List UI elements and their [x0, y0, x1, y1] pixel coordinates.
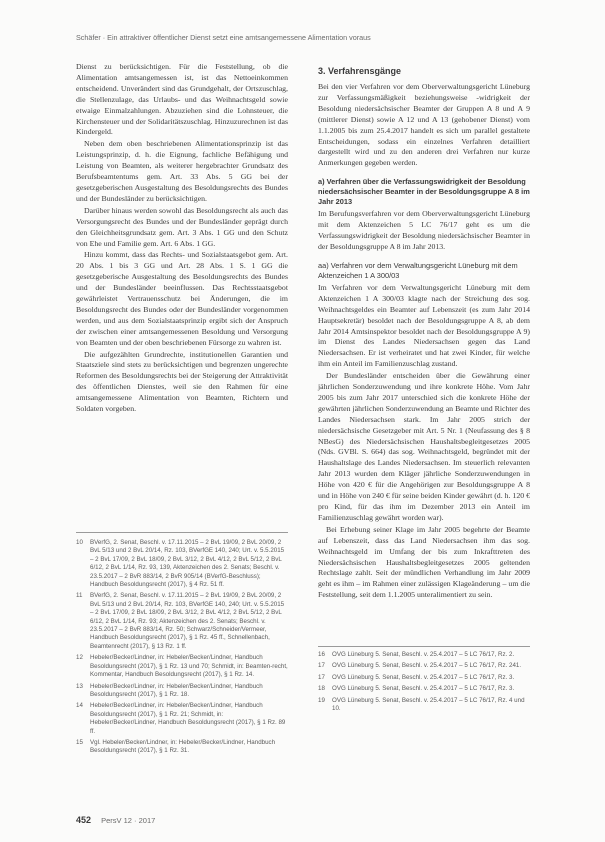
footnote-number: 17	[318, 673, 325, 681]
journal-issue: PersV 12 · 2017	[101, 816, 156, 825]
footnote-text: OVG Lüneburg 5. Senat, Beschl. v. 25.4.2017 – 5 LC 76/17, Rz. 3.	[332, 673, 515, 681]
footnote-number: 13	[76, 682, 83, 690]
footnote	[318, 662, 530, 670]
footnote	[76, 539, 288, 589]
footnote	[318, 685, 530, 693]
footnote-text: Hebeler/Becker/Lindner, in: Hebeler/Becker/Lindner, Handbuch Besoldungsrecht (2017), § 1 Rz. 18.	[90, 682, 263, 698]
right-paragraph-1: Der Bundesländer entscheiden über die Gewährung einer jährlichen Sonderzuwendung und ihre konkrete Höhe. Vom Jahr 2005 bis zum Jahr 2017 unterschied sich die konkrete Höhe der gewährten jährlichen Sonderzuwendung an Beamte und Richter des Landes Niedersachsen stark. Im Jahr 2005 strich der niedersächsische Gesetzgeber mit Art. 5 Nr. 1 (Neufassung des § 8 NBesG) des Niedersächsischen Haushaltsbegleitgesetzes 2005 (Nds. GVBl. S. 664) das sog. Weihnachtsgeld, begründet mit der Haushaltslage des Landes Niedersachsen. Im steuerlich relevanten Jahr 2013 wurden dem Kläger jährliche Sonderzuwendungen in Höhe von 420 € für die Angehörigen zur Besoldungsgruppe A 8 und in Höhe von 240 € für seine beiden Kinder gewährt (d. h. 120 € pro Kind, für das ihm im Dezember 2013 ein Anteil im Familienzuschlag gewährt worden war).	[318, 371, 530, 522]
left-paragraph-3: Darüber hinaus werden sowohl das Besoldungsrecht als auch das Versorgungsrecht des Bundes und der Bundesländer geprägt durch den Gleichheitsgrundsatz gem. Art. 3 Abs. 1 GG und den Schutz von Ehe und Familie gem. Art. 6 Abs. 1 GG.	[76, 205, 288, 248]
footnote-number: 11	[76, 592, 83, 600]
left-paragraph-5: Die aufgezählten Grundrechte, institutionellen Garantien und Staatsziele sind stets zu berücksichtigen und begrenzen ungerechte Reformen des Besoldungsrechts bei der Steigerung der Attraktivität des öffentlichen Dienstes, weil sie den Rahmen für eine amtsangemessene Alimentation von Beamten, Richtern und Soldaten vorgeben.	[76, 349, 288, 414]
footnote	[76, 702, 288, 736]
left-footnotes	[76, 532, 288, 759]
left-paragraph-2: Neben dem oben beschriebenen Alimentationsprinzip ist das Leistungsprinzip, d. h. die Eignung, fachliche Befähigung und Leistung von Beamten, als weiterer hergebrachter Grundsatz des Berufsbeamtentums gem. Art. 33 Abs. 5 GG bei der gesetzgeberischen Ausgestaltung des Besoldungsrechts des Bundes und der Bundesländer zu berücksichtigen.	[76, 139, 288, 203]
footnote	[76, 654, 288, 679]
section-intro: Bei den vier Verfahren vor dem Oberverwaltungsgericht Lüneburg zur Verfassungsmäßigkeit beziehungsweise -widrigkeit der Besoldung niedersächsischer Beamter der Gruppen A 8 und A 9 (mittlerer Dienst) sowie A 12 und A 13 (gehobener Dienst) vom 1.1.2005 bis zum 25.4.2017 handelt es sich um parallel gestaltete Entscheidungen, sodass ein einzelnes Verfahren detailliert dargestellt wird und zu den anderen drei Verfahren nur kurze Anmerkungen gegeben werden.	[318, 82, 530, 168]
footnote	[76, 683, 288, 700]
footnote-text: Hebeler/Becker/Lindner, in: Hebeler/Becker/Lindner, Handbuch Besoldungsrecht (2017), § 1 Rz. 13 und 70; Schmidt, in: Beamten-recht, Kommentar, Handbuch Besoldungsrecht (2017), § 1 Rz. 14.	[90, 654, 288, 679]
left-column	[76, 62, 288, 416]
subsection-a-text: Im Berufungsverfahren vor dem Oberverwaltungsgericht Lüneburg mit dem Aktenzeichen 5 LC 76/17 geht es um die Verfassungswidrigkeit der Besoldung niedersächsischer Beamter in der Besoldungsgruppe A 8 im Jahr 2013.	[318, 209, 530, 251]
footnote-number: 15	[76, 738, 83, 746]
footnote-text: OVG Lüneburg 5. Senat, Beschl. v. 25.4.2017 – 5 LC 76/17, Rz. 4 und 10.	[332, 696, 525, 713]
footnote-text: Hebeler/Becker/Lindner, in: Hebeler/Becker/Lindner, Handbuch Besoldungsrecht (2017), § 1 Rz. 21; Schmidt, in: Hebeler/Becker/Lindner, Handbuch Besoldungsrecht (2017), § 1 Rz. 89 ff.	[90, 702, 286, 735]
right-footnotes	[318, 646, 530, 716]
right-column	[318, 62, 530, 602]
footnote	[318, 697, 530, 714]
footnote-number: 16	[318, 651, 325, 658]
footnote-text: BVerfG, 2. Senat, Beschl. v. 17.11.2015 – 2 BvL 19/09, 2 BvL 20/09, 2 BvL 5/13 und 2 BvL 20/14, Rz. 103, BVerfGE 140, 240; Urt. v. 5.5.2015 – 2 BvL 17/09, 2 BvL 18/09, 2 BvL 3/12, 2 BvL 4/12, 2 BvL 5/12, 2 BvL 6/12, 2 BvL 1/14, Rz. 93; Aktenzeichen des 2. Senats; Beschl. v. 23.5.2017 – 2 BvR 883/14, Rz. 50; Schwarz/Schneider/Vermeer, Handbuch Besoldungsrecht (2017), § 1 Rz. 45 ff., Schnellenbach, Beamtenrecht (2017), § 13 Rz. 1 ff.	[90, 592, 285, 650]
subsection-aa-title: aa) Verfahren vor dem Verwaltungsgericht Lüneburg mit dem Aktenzeichen 1 A 300/03	[318, 260, 518, 280]
left-paragraph-1: Dienst zu berücksichtigen. Für die Feststellung, ob die Alimentation amtsangemessen ist, ist das Nettoeinkommen entscheidend. Unverändert sind das Grundgehalt, der Ortszuschlag, die Stellenzulage, das Urlaubs- und das Weihnachtsgeld sowie etwaige Einmalzahlungen. Abzuziehen sind die Lohnsteuer, die Kirchensteuer und der Solidaritätszuschlag. Hinzuzurechnen ist das Kindergeld.	[76, 62, 288, 137]
footnote-text: OVG Lüneburg 5. Senat, Beschl. v. 25.4.2017 – 5 LC 76/17, Rz. 2.	[332, 651, 515, 658]
footnote-number: 12	[76, 654, 83, 662]
footnote-number: 14	[76, 702, 83, 710]
section-title: 3. Verfahrensgänge	[318, 66, 402, 76]
footnote-number: 10	[76, 539, 83, 546]
footnote-number: 19	[318, 696, 325, 704]
footnote-number: 17	[318, 662, 325, 670]
footnote	[76, 592, 288, 651]
subsection-a-title: a) Verfahren über die Verfassungswidrigkeit der Besoldung niedersächsischer Beamter in der Besoldungsgruppe A 8 im Jahr 2013	[318, 177, 530, 207]
page-footer	[76, 815, 155, 825]
right-paragraph-2: Bei Erhebung seiner Klage im Jahr 2005 begehrte der Beamte auf Lebenszeit, dass das Land Niedersachsen ihm das sog. Weihnachtsgeld im Umfang der bis zum Inkrafttreten des Niedersächsischen Haushaltsbegleitgesetzes 2005 geltenden Rechtslage zahlt. Seit der mündlichen Verhandlung im Jahr 2009 geht es ihm – im Rahmen einer zulässigen Klageänderung – um die Feststellung, seit dem 1.1.2005 unteralimentiert zu sein.	[318, 524, 530, 600]
running-header: Schäfer · Ein attraktiver öffentlicher Dienst setzt eine amtsangemessene Alimentation voraus	[76, 33, 371, 42]
footnote	[76, 739, 288, 756]
footnote	[318, 651, 530, 659]
footnote-text: OVG Lüneburg 5. Senat, Beschl. v. 25.4.2017 – 5 LC 76/17, Rz. 3.	[332, 685, 515, 693]
footnote-text: BVerfG, 2. Senat, Beschl. v. 17.11.2015 – 2 BvL 19/09, 2 BvL 20/09, 2 BvL 5/13 und 2 BvL 20/14, Rz. 103, BVerfGE 140, 240; Urt. v. 5.5.2015 – 2 BvL 17/09, 2 BvL 18/09, 2 BvL 3/12, 2 BvL 4/12, 2 BvL 5/12, 2 BvL 6/12, 2 BvL 1/14, Rz. 93, 139, Aktenzeichen des 2. Senats; Beschl. v. 23.5.2017 – 2 BvR 883/14, 2 BvR 905/14 (BVerfG-Beschluss); Handbuch Besoldungsrecht (2017), § 4 Rz. 51 ff.	[90, 539, 285, 589]
left-paragraph-4: Hinzu kommt, dass das Rechts- und Sozialstaatsgebot gem. Art. 20 Abs. 1 bis 3 GG und Art. 28 Abs. 1 S. 1 GG die gesetzgeberische Ausgestaltung des Besoldungsrechts des Bundes und der Bundesländer beeinflussen. Das Rechtsstaatsgebot gewährleistet Vertrauensschutz bei Änderungen, die im Besoldungsrecht des Bundes oder der Bundesländer vorgenommen werden, und aus dem Sozialstaatsprinzip ergibt sich der Anspruch der zwischen einer amtsangemessenen Besoldung und Versorgung von Beamten und der oben beschriebenen Fürsorge zu wahren ist.	[76, 250, 288, 347]
footnote	[318, 674, 530, 682]
footnote-number: 18	[318, 685, 325, 693]
footnote-text: OVG Lüneburg 5. Senat, Beschl. v. 25.4.2017 – 5 LC 76/17, Rz. 241.	[332, 662, 522, 670]
footnote-text: Vgl. Hebeler/Becker/Lindner, in: Hebeler/Becker/Lindner, Handbuch Besoldungsrecht (2017), § 1 Rz. 31.	[90, 738, 276, 755]
subsection-aa-text: Im Verfahren vor dem Verwaltungsgericht Lüneburg mit dem Aktenzeichen 1 A 300/03 klagte nach der Streichung des sog. Weihnachtsgeldes ein Beamter auf Lebenszeit (es zum Jahr 2014 Hauptsekretär) besoldet nach der Besoldungsgruppe A 8, ab dem Jahr 2014 Amtsinspektor besoldet nach der Besoldungsgruppe A 9) im Dienst des Landes Niedersachsen gegen das Land Niedersachsen. Er ist verheiratet und hat zwei Kinder, für welche ihm ein Anteil im Familienzuschlag zustand.	[318, 282, 530, 369]
page-number: 452	[76, 815, 92, 825]
